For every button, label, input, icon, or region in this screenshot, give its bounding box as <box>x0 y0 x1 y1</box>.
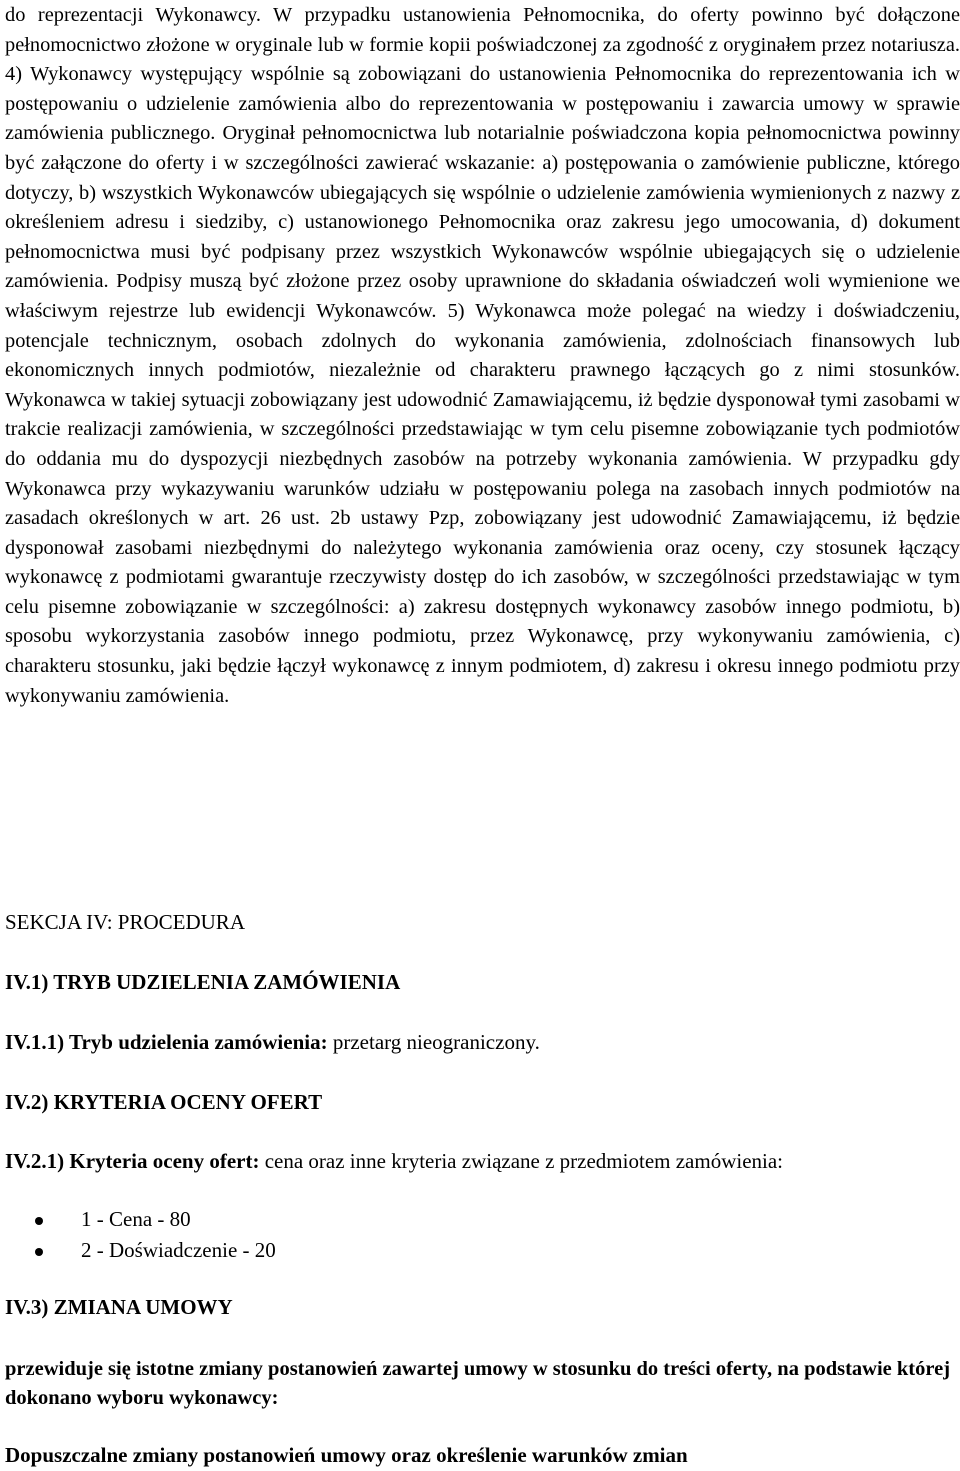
heading-iv2: IV.2) KRYTERIA OCENY OFERT <box>5 1090 323 1114</box>
body-paragraph: do reprezentacji Wykonawcy. W przypadku ustanowienia Pełnomocnika, do oferty powinno być dołączone pełnomocnictwo złożone w oryginale lub w formie kopii poświadczonej za zgodność z oryginałem przez notariusza. 4) Wykonawcy występujący wspólnie są zobowiązani do ustanowienia Pełnomocnika do reprezentowania ich w postępowaniu o udzielenie zamówienia albo do reprezentowania w postępowaniu i zawarcia umowy w sprawie zamówienia publicznego. Oryginał pełnomocnictwa lub notarialnie poświadczona kopia pełnomocnictwa powinny być załączone do oferty i w szczególności zawierać wskazanie: a) postępowania o zamówienie publiczne, którego dotyczy, b) wszystkich Wykonawców ubiegających się wspólnie o udzielenie zamówienia wymienionych z nazwy z określeniem adresu i siedziby, c) ustanowionego Pełnomocnika oraz zakresu jego umocowania, d) dokument pełnomocnictwa musi być podpisany przez wszystkich Wykonawców wspólnie ubiegających się o udzielenie zamówienia. Podpisy muszą być złożone przez osoby uprawnione do składania oświadczeń woli wymienione we właściwym rejestrze lub ewidencji Wykonawców. 5) Wykonawca może polegać na wiedzy i doświadczeniu, potencjale technicznym, osobach zdolnych do wykonania zamówienia, zdolnościach finansowych lub ekonomicznych innych podmiotów, niezależnie od charakteru prawnego łączących go z nimi stosunków. Wykonawca w takiej sytuacji zobowiązany jest udowodnić Zamawiającemu, iż będzie dysponował tymi zasobami w trakcie realizacji zamówienia, w szczególności przedstawiając w tym celu pisemne zobowiązanie tych podmiotów do oddania mu do dyspozycji niezbędnych zasobów na potrzeby wykonania zamówienia. W przypadku gdy Wykonawca przy wykazywaniu warunków udziału w postępowaniu polega na zasobach innych podmiotów na zasadach określonych w art. 26 ust. 2b ustawy Pzp, zobowiązany jest udowodnić Zamawiającemu, iż będzie dysponował zasobami niezbędnymi do należytego wykonania zamówienia oraz oceny, czy stosunek łączący wykonawcę z podmiotami gwarantuje rzeczywisty dostęp do ich zasobów, w szczególności przedstawiając w tym celu pisemne zobowiązanie w szczególności: a) zakresu dostępnych wykonawcy zasobów innego podmiotu, b) sposobu wykorzystania zasobów innego podmiotu, przez Wykonawcę, przy wykonywaniu zamówienia, c) charakteru stosunku, jaki będzie łączył wykonawcę z innym podmiotem, d) zakresu i okresu innego podmiotu przy wykonywaniu zamówienia. <box>5 4 960 707</box>
iv21-value: cena oraz inne kryteria związane z przedmiotem zamówienia: <box>264 1149 784 1173</box>
iv21-label: IV.2.1) Kryteria oceny ofert: <box>5 1149 260 1173</box>
heading-iv11 <box>5 1030 540 1055</box>
list-item <box>0 1204 276 1235</box>
heading-iv3: IV.3) ZMIANA UMOWY <box>5 1295 233 1319</box>
iv3-text: przewiduje się istotne zmiany postanowień zawartej umowy w stosunku do treści oferty, na podstawie której dokonano wyboru wykonawcy: <box>5 1358 951 1409</box>
bullet-icon <box>35 1248 43 1256</box>
criteria-item-label: 1 - Cena - 80 <box>81 1207 191 1231</box>
iv11-label: IV.1.1) Tryb udzielenia zamówienia: <box>5 1030 328 1054</box>
document-page <box>5 0 960 711</box>
heading-iv1: IV.1) TRYB UDZIELENIA ZAMÓWIENIA <box>5 970 401 994</box>
heading-iv21 <box>5 1149 783 1174</box>
iv11-value: przetarg nieograniczony. <box>332 1030 540 1054</box>
list-item <box>0 1235 276 1266</box>
bullet-icon <box>35 1217 43 1225</box>
iv3-next-heading: Dopuszczalne zmiany postanowień umowy oraz określenie warunków zmian <box>5 1443 688 1467</box>
section-title: SEKCJA IV: PROCEDURA <box>5 910 245 934</box>
criteria-item-label: 2 - Doświadczenie - 20 <box>81 1238 276 1262</box>
criteria-list <box>0 1204 276 1266</box>
